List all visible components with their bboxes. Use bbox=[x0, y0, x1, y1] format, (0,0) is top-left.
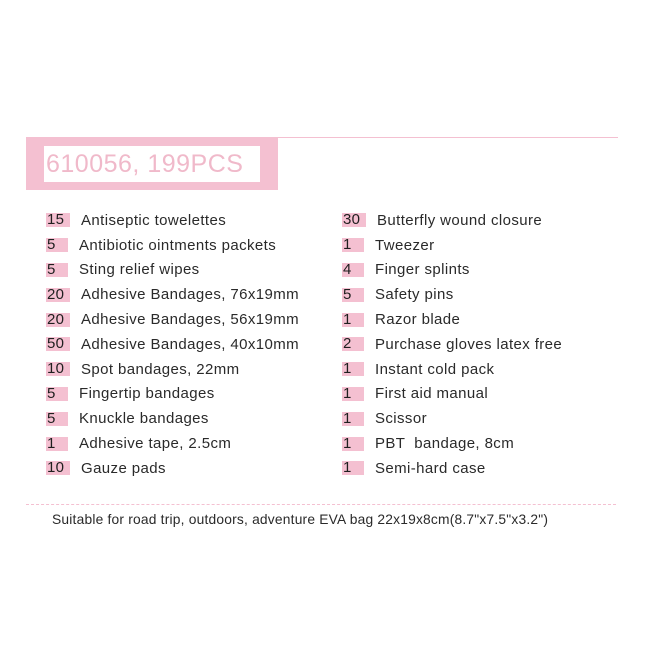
list-item bbox=[46, 258, 299, 283]
quantity-badge: 1 bbox=[342, 387, 364, 401]
quantity-badge: 1 bbox=[342, 238, 364, 252]
item-name: Gauze pads bbox=[81, 459, 166, 477]
quantity-badge: 5 bbox=[46, 238, 68, 252]
list-item bbox=[342, 406, 562, 431]
item-name: Fingertip bandages bbox=[79, 385, 215, 403]
item-name: PBT bandage, 8cm bbox=[375, 435, 515, 453]
dashed-divider bbox=[26, 504, 616, 505]
title-box bbox=[44, 146, 260, 182]
list-item bbox=[342, 431, 562, 456]
list-item bbox=[46, 431, 299, 456]
list-item bbox=[342, 357, 562, 382]
quantity-badge: 10 bbox=[46, 461, 70, 475]
list-item bbox=[46, 282, 299, 307]
list-item bbox=[342, 258, 562, 283]
quantity-badge: 1 bbox=[342, 412, 364, 426]
item-name: Knuckle bandages bbox=[79, 410, 209, 428]
quantity-badge: 10 bbox=[46, 362, 70, 376]
list-item bbox=[46, 357, 299, 382]
quantity-badge: 5 bbox=[46, 387, 68, 401]
item-name: Antiseptic towelettes bbox=[81, 211, 227, 229]
quantity-badge: 1 bbox=[46, 437, 68, 451]
item-name: Scissor bbox=[375, 410, 427, 428]
list-item bbox=[46, 233, 299, 258]
quantity-badge: 50 bbox=[46, 337, 70, 351]
list-item bbox=[46, 456, 299, 481]
contents-list-right bbox=[342, 208, 562, 481]
quantity-badge: 5 bbox=[46, 263, 68, 277]
item-name: Spot bandages, 22mm bbox=[81, 360, 240, 378]
list-item bbox=[46, 406, 299, 431]
quantity-badge: 20 bbox=[46, 288, 70, 302]
list-item bbox=[46, 382, 299, 407]
item-name: Razor blade bbox=[375, 311, 461, 329]
footer-description: Suitable for road trip, outdoors, adventure EVA bag 22x19x8cm(8.7"x7.5"x3.2") bbox=[52, 512, 549, 527]
product-title: 610056, 199PCS bbox=[46, 149, 244, 178]
item-name: Purchase gloves latex free bbox=[375, 335, 563, 353]
list-item bbox=[46, 332, 299, 357]
list-item bbox=[342, 332, 562, 357]
item-name: Adhesive Bandages, 76x19mm bbox=[81, 286, 300, 304]
list-item bbox=[342, 456, 562, 481]
quantity-badge: 5 bbox=[342, 288, 364, 302]
item-name: Adhesive Bandages, 56x19mm bbox=[81, 311, 300, 329]
quantity-badge: 15 bbox=[46, 213, 70, 227]
quantity-badge: 2 bbox=[342, 337, 364, 351]
item-name: Semi-hard case bbox=[375, 459, 486, 477]
quantity-badge: 1 bbox=[342, 362, 364, 376]
quantity-badge: 1 bbox=[342, 313, 364, 327]
list-item bbox=[46, 208, 299, 233]
item-name: Instant cold pack bbox=[375, 360, 495, 378]
list-item bbox=[342, 233, 562, 258]
quantity-badge: 30 bbox=[342, 213, 366, 227]
quantity-badge: 1 bbox=[342, 437, 364, 451]
quantity-badge: 4 bbox=[342, 263, 364, 277]
item-name: Butterfly wound closure bbox=[377, 211, 543, 229]
quantity-badge: 5 bbox=[46, 412, 68, 426]
item-name: Adhesive Bandages, 40x10mm bbox=[81, 335, 300, 353]
quantity-badge: 1 bbox=[342, 461, 364, 475]
list-item bbox=[46, 307, 299, 332]
item-name: Adhesive tape, 2.5cm bbox=[79, 435, 232, 453]
list-item bbox=[342, 307, 562, 332]
item-name: Finger splints bbox=[375, 261, 470, 279]
item-name: First aid manual bbox=[375, 385, 489, 403]
title-accent-line bbox=[278, 137, 618, 138]
list-item bbox=[342, 382, 562, 407]
contents-list-left bbox=[46, 208, 299, 481]
item-name: Tweezer bbox=[375, 236, 435, 254]
item-name: Safety pins bbox=[375, 286, 454, 304]
list-item bbox=[342, 282, 562, 307]
item-name: Antibiotic ointments packets bbox=[79, 236, 277, 254]
item-name: Sting relief wipes bbox=[79, 261, 200, 279]
quantity-badge: 20 bbox=[46, 313, 70, 327]
list-item bbox=[342, 208, 562, 233]
